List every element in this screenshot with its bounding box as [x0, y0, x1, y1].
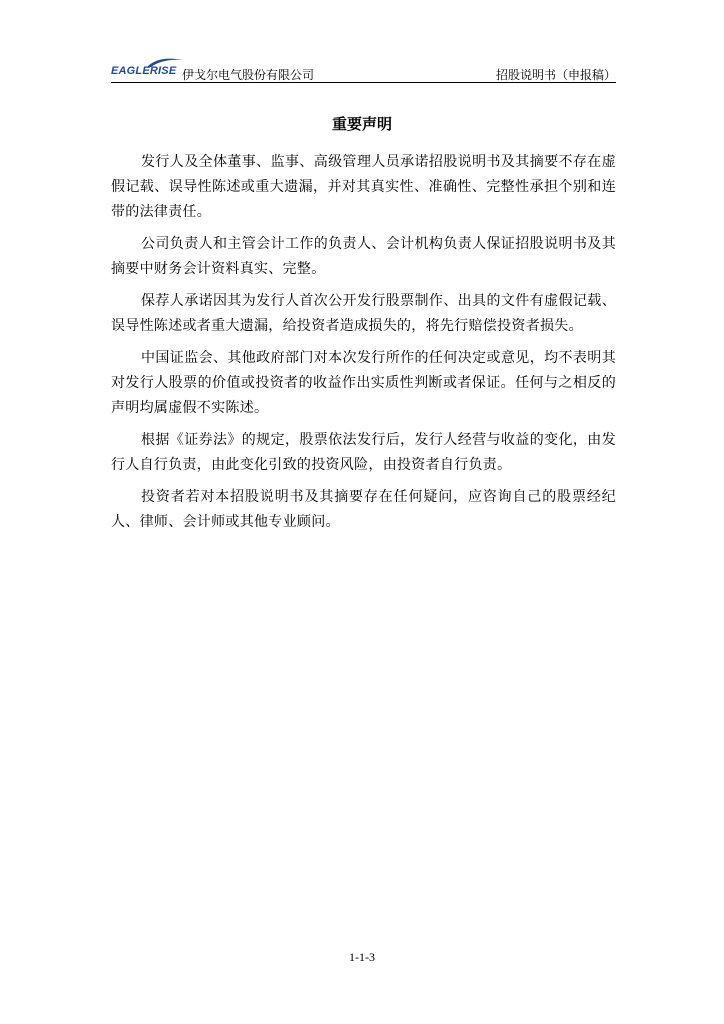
company-logo — [111, 56, 185, 80]
statement-body — [111, 150, 616, 542]
paragraph: 根据《证券法》的规定，股票依法发行后，发行人经营与收益的变化，由发行人自行负责，由此变化引致的投资风险，由投资者自行负责。 — [111, 432, 616, 473]
page-header — [111, 56, 616, 83]
page-number: 1-1-3 — [349, 950, 375, 964]
page-title: 重要声明 — [331, 115, 392, 133]
paragraph: 保荐人承诺因其为发行人首次公开发行股票制作、出具的文件有虚假记载、误导性陈述或者重大遗漏，给投资者造成损失的，将先行赔偿投资者损失。 — [111, 293, 616, 334]
paragraph: 中国证监会、其他政府部门对本次发行所作的任何决定或意见，均不表明其对发行人股票的价值或投资者的收益作出实质性判断或者保证。任何与之相反的声明均属虚假不实陈述。 — [111, 350, 616, 416]
paragraph: 公司负责人和主管会计工作的负责人、会计机构负责人保证招股说明书及其摘要中财务会计资料真实、完整。 — [111, 236, 616, 277]
company-name: 伊戈尔电气股份有限公司 — [182, 68, 315, 82]
document-type: 招股说明书（申报稿） — [495, 68, 616, 82]
paragraph: 发行人及全体董事、监事、高级管理人员承诺招股说明书及其摘要不存在虚假记载、误导性陈述或重大遗漏，并对其真实性、准确性、完整性承担个别和连带的法律责任。 — [111, 154, 616, 220]
logo-wordmark: EAGLERISE — [111, 65, 177, 77]
paragraph: 投资者若对本招股说明书及其摘要存在任何疑问，应咨询自己的股票经纪人、律师、会计师或其他专业顾问。 — [111, 489, 616, 530]
